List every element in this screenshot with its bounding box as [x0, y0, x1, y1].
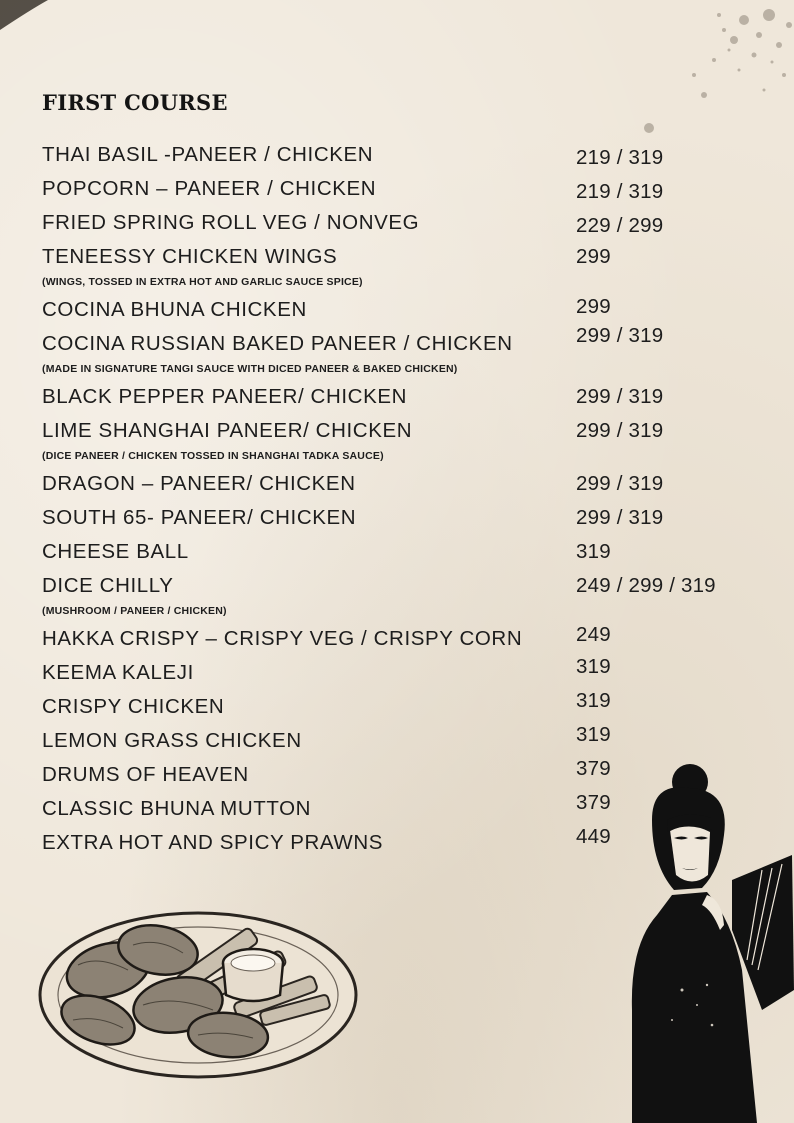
menu-item-description: (DICE PANEER / CHICKEN TOSSED IN SHANGHAI TADKA SAUCE): [42, 450, 384, 462]
menu-item-price: 219 / 319: [576, 180, 664, 203]
menu-item-name: TENEESSY CHICKEN WINGS: [42, 245, 338, 268]
menu-item-name: HAKKA CRISPY – CRISPY VEG / CRISPY CORN: [42, 627, 523, 650]
menu-item-name: LEMON GRASS CHICKEN: [42, 729, 302, 752]
menu-item-name: CLASSIC BHUNA MUTTON: [42, 797, 312, 820]
menu-item-description: (WINGS, TOSSED IN EXTRA HOT AND GARLIC SAUCE SPICE): [42, 276, 363, 288]
menu-item-name: DICE CHILLY: [42, 574, 174, 597]
menu-item-name: CRISPY CHICKEN: [42, 695, 225, 718]
menu-item-price: 449: [576, 825, 611, 848]
menu-item-price: 299 / 319: [576, 506, 664, 529]
menu-item-name: DRUMS OF HEAVEN: [42, 763, 249, 786]
menu-item-price: 299 / 319: [576, 419, 664, 442]
menu-item-price: 249: [576, 623, 611, 646]
menu-item-name: FRIED SPRING ROLL VEG / NONVEG: [42, 211, 420, 234]
menu-item-name: SOUTH 65- PANEER/ CHICKEN: [42, 506, 357, 529]
menu-item-name: LIME SHANGHAI PANEER/ CHICKEN: [42, 419, 413, 442]
menu-item-name: DRAGON – PANEER/ CHICKEN: [42, 472, 356, 495]
menu-item-name: POPCORN – PANEER / CHICKEN: [42, 177, 377, 200]
menu-item-price: 319: [576, 723, 611, 746]
menu-item-price: 379: [576, 757, 611, 780]
menu-item-name: COCINA BHUNA CHICKEN: [42, 298, 307, 321]
section-title: FIRST COURSE: [42, 90, 228, 115]
menu-item-price: 219 / 319: [576, 146, 664, 169]
menu-item-name: KEEMA KALEJI: [42, 661, 194, 684]
menu-item-name: BLACK PEPPER PANEER/ CHICKEN: [42, 385, 408, 408]
menu-item-price: 229 / 299: [576, 214, 664, 237]
menu-item-description: (MUSHROOM / PANEER / CHICKEN): [42, 605, 227, 617]
menu-item-price: 299: [576, 245, 611, 268]
menu-item-price: 299 / 319: [576, 324, 664, 347]
menu-item-name: THAI BASIL -PANEER / CHICKEN: [42, 143, 374, 166]
menu-item-price: 379: [576, 791, 611, 814]
menu-item-price: 249 / 299 / 319: [576, 574, 716, 597]
menu-item-price: 299 / 319: [576, 472, 664, 495]
food-plate-illustration: [38, 895, 363, 1085]
menu-item-name: EXTRA HOT AND SPICY PRAWNS: [42, 831, 384, 854]
woman-with-fan-illustration: [612, 760, 794, 1123]
menu-item-price: 299: [576, 295, 611, 318]
menu-item-name: COCINA RUSSIAN BAKED PANEER / CHICKEN: [42, 332, 513, 355]
menu-item-name: CHEESE BALL: [42, 540, 189, 563]
menu-item-price: 319: [576, 689, 611, 712]
menu-item-price: 319: [576, 655, 611, 678]
menu-item-price: 319: [576, 540, 611, 563]
menu-item-price: 299 / 319: [576, 385, 664, 408]
menu-item-description: (MADE IN SIGNATURE TANGI SAUCE WITH DICED PANEER & BAKED CHICKEN): [42, 363, 458, 375]
